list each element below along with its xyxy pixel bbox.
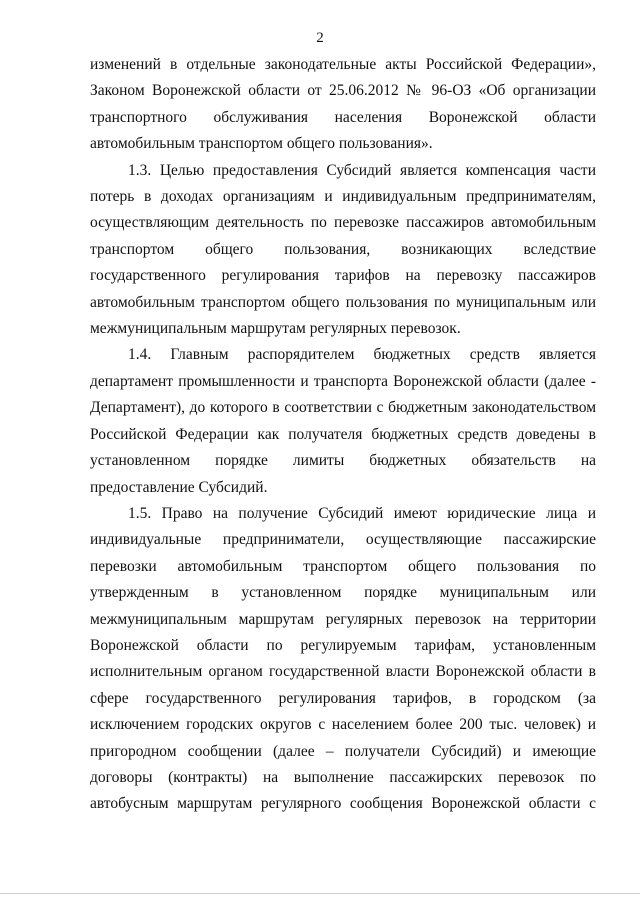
page-number: 2 (316, 30, 324, 46)
text-line: государственного регулирования тарифов на перевозку пассажиров (90, 267, 596, 285)
text-line: автобусным маршрутам регулярного сообщения Воронежской области с (90, 795, 596, 813)
text-line: потерь в доходах организациям и индивидуальным предпринимателям, (90, 188, 596, 206)
text-line: изменений в отдельные законодательные акты Российской Федерации», (90, 56, 596, 73)
text-line: установленном порядке лимиты бюджетных обязательств на (90, 452, 596, 470)
text-line: индивидуальные предприниматели, осуществляющие пассажирские (90, 531, 596, 549)
text-line: автомобильным транспортом общего пользования по муниципальным или (90, 293, 596, 311)
text-line: Законом Воронежской области от 25.06.2012 № 96-ОЗ «Об организации (90, 82, 596, 100)
text-line: 1.3. Целью предоставления Субсидий является компенсация части (128, 161, 596, 179)
text-line: Воронежской области по регулируемым тарифам, установленным (90, 636, 596, 654)
text-line: Департамент), до которого в соответствии с бюджетным законодательством (90, 399, 596, 417)
text-line: транспортом общего пользования, возникающих вследствие (90, 240, 596, 258)
text-line: межмуниципальным маршрутам регулярных перевозок на территории (90, 610, 596, 628)
text-line: предоставление Субсидий. (90, 478, 268, 496)
page-bottom-edge (0, 893, 640, 894)
text-line: межмуниципальным маршрутам регулярных перевозок. (90, 320, 461, 338)
text-line: договоры (контракты) на выполнение пассажирских перевозок по (90, 768, 596, 786)
text-line: транспортного обслуживания населения Воронежской области (90, 108, 596, 126)
text-line: автомобильным транспортом общего пользования». (90, 135, 433, 153)
text-line: утвержденным в установленном порядке муниципальным или (90, 584, 596, 602)
text-line: департамент промышленности и транспорта Воронежской области (далее - (90, 372, 596, 390)
text-line: Российской Федерации как получателя бюджетных средств доведены в (90, 425, 596, 443)
text-line: перевозки автомобильным транспортом общего пользования по (90, 557, 596, 575)
text-line: исключением городских округов с населением более 200 тыс. человек) и (90, 716, 596, 734)
text-line: осуществляющим деятельность по перевозке пассажиров автомобильным (90, 214, 596, 232)
document-body (90, 52, 596, 818)
text-line: пригородном сообщении (далее – получатели Субсидий) и имеющие (90, 742, 596, 760)
text-line: 1.5. Право на получение Субсидий имеют юридические лица и (128, 504, 596, 522)
text-line: исполнительным органом государственной власти Воронежской области в (90, 663, 596, 681)
text-line: 1.4. Главным распорядителем бюджетных средств является (128, 346, 596, 364)
text-line: сфере государственного регулирования тарифов, в городском (за (90, 689, 596, 707)
